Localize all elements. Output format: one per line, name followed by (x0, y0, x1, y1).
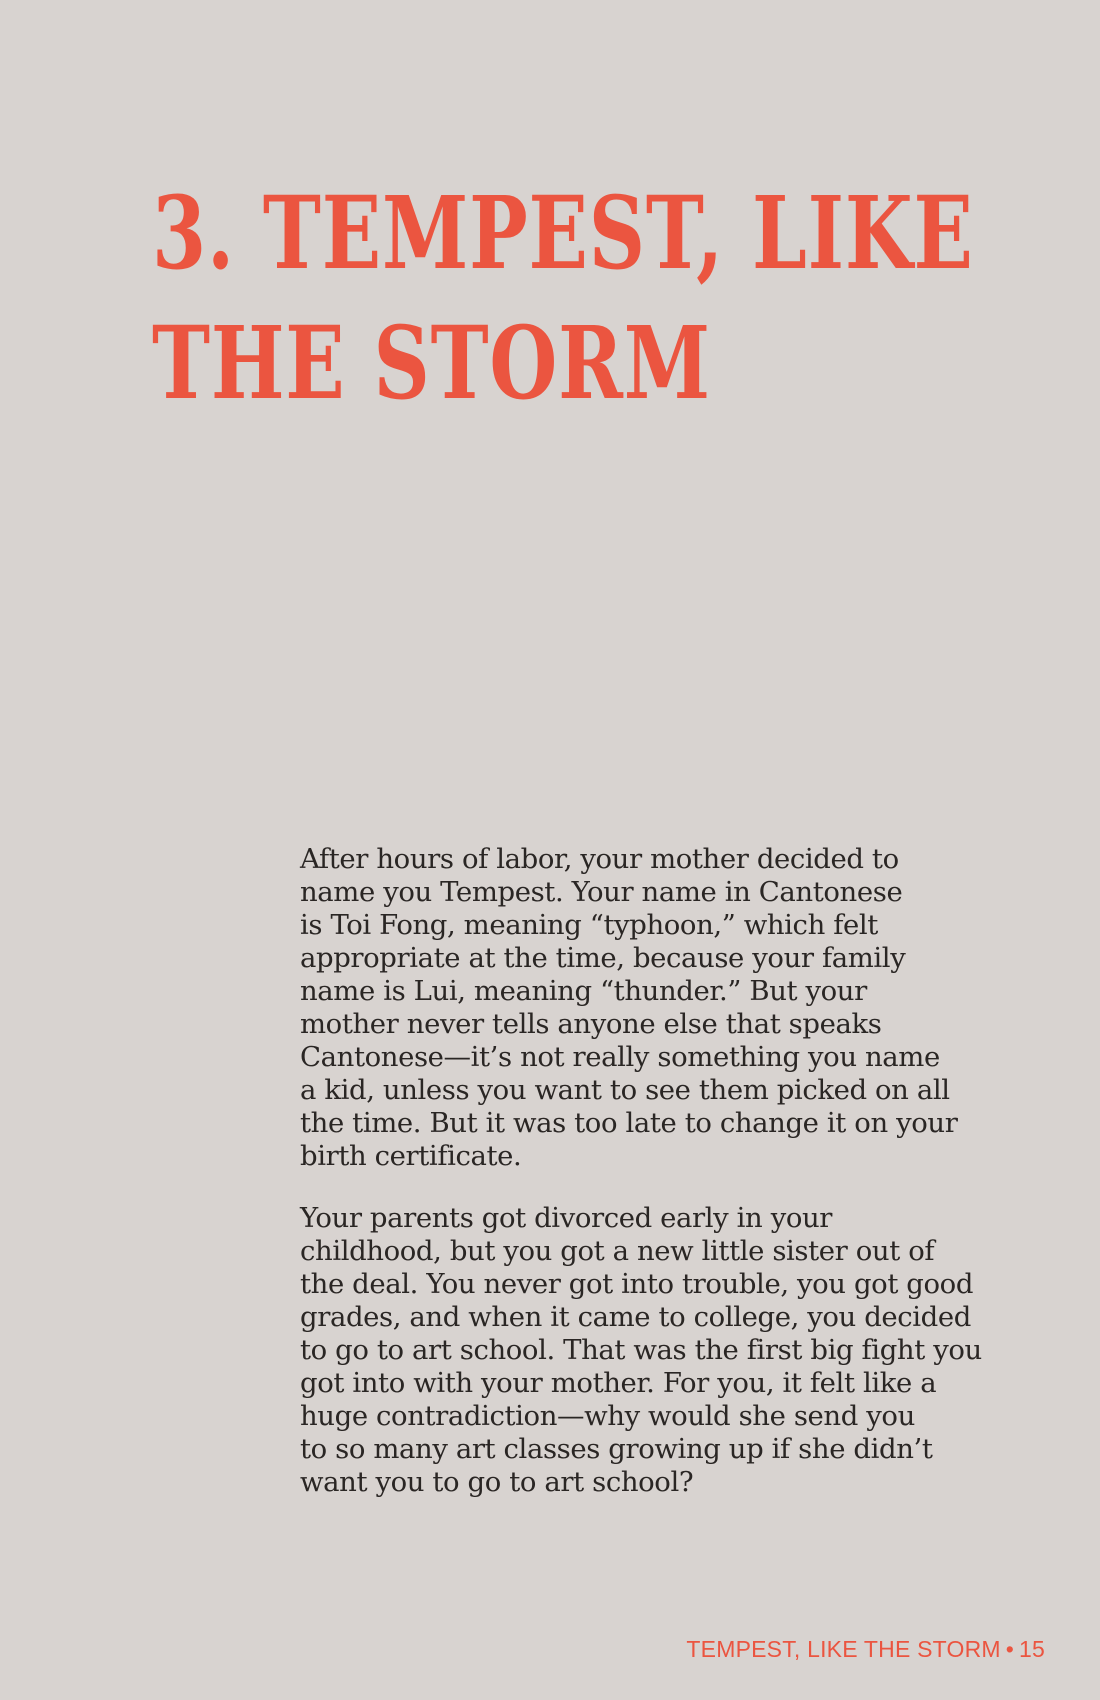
text-line: a kid, unless you want to see them picked on all (300, 1074, 950, 1106)
text-line: Cantonese—it’s not really something you name (300, 1041, 940, 1073)
chapter-title-line: THE STORM (152, 304, 711, 422)
chapter-title-line: 3. TEMPEST, LIKE (152, 174, 974, 292)
text-line: got into with your mother. For you, it felt like a (300, 1367, 937, 1399)
text-line: mother never tells anyone else that speaks (300, 1008, 882, 1040)
text-line: want you to go to art school? (300, 1466, 694, 1498)
text-line: huge contradiction—why would she send you (300, 1400, 915, 1432)
text-line: grades, and when it came to college, you decided (300, 1301, 971, 1333)
running-head: TEMPEST, LIKE THE STORM (686, 1636, 1001, 1662)
footer-separator: • (1005, 1636, 1015, 1662)
paragraph (300, 843, 1010, 1173)
text-line: to go to art school. That was the first big fight you (300, 1334, 982, 1366)
text-line: to so many art classes growing up if she didn’t (300, 1433, 933, 1465)
running-footer (686, 1636, 1045, 1663)
text-line: name is Lui, meaning “thunder.” But your (300, 975, 867, 1007)
paragraph (300, 1202, 1010, 1499)
text-line: After hours of labor, your mother decided to (300, 843, 899, 875)
text-line: Your parents got divorced early in your (300, 1202, 833, 1234)
text-line: birth certificate. (300, 1140, 522, 1172)
chapter-title (152, 168, 974, 428)
text-line: the time. But it was too late to change it on your (300, 1107, 958, 1139)
body-text (300, 843, 1010, 1528)
text-line: is Toi Fong, meaning “typhoon,” which felt (300, 909, 878, 941)
text-line: appropriate at the time, because your family (300, 942, 906, 974)
page-number: 15 (1019, 1636, 1045, 1662)
text-line: the deal. You never got into trouble, you got good (300, 1268, 974, 1300)
text-line: childhood, but you got a new little sister out of (300, 1235, 935, 1267)
text-line: name you Tempest. Your name in Cantonese (300, 876, 903, 908)
